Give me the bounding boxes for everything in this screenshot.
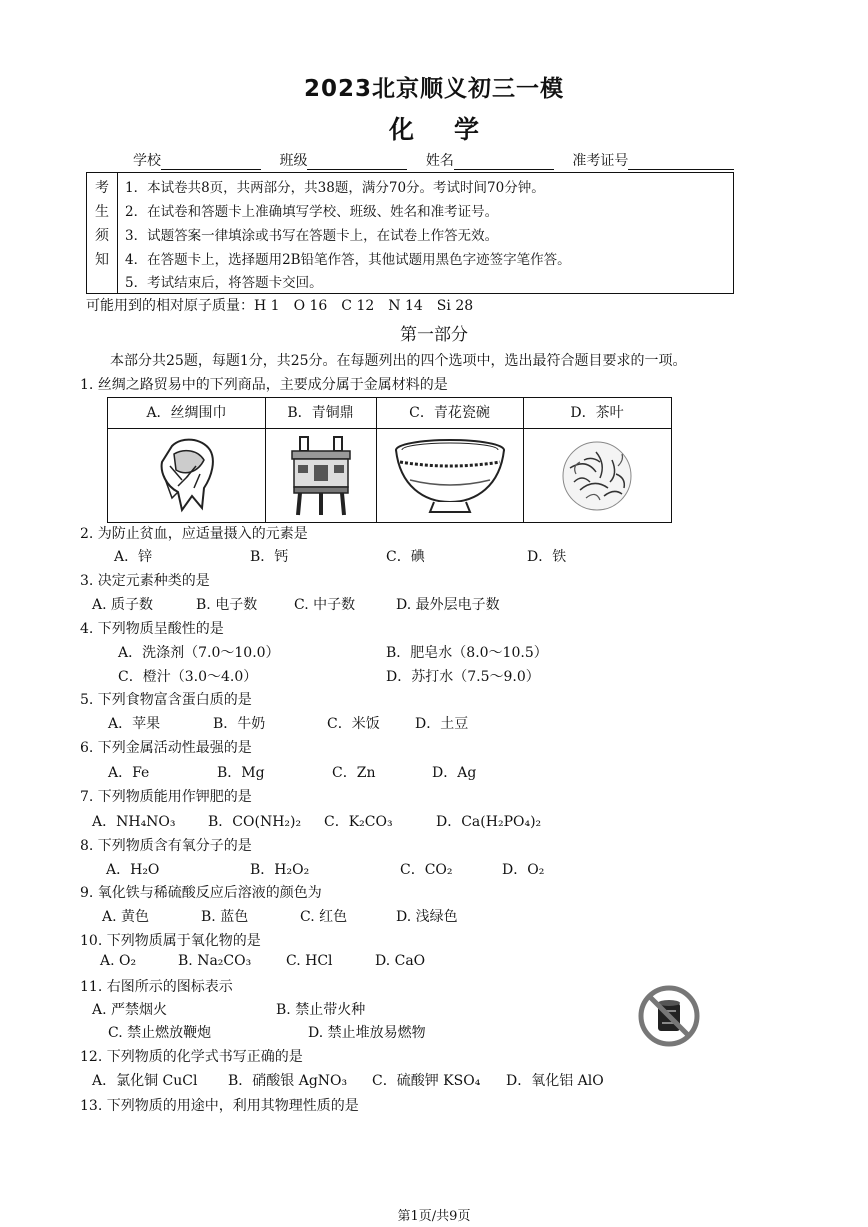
tea-leaves-icon [523, 429, 671, 522]
option-a[interactable]: A. 质子数 [92, 597, 154, 613]
name-blank[interactable] [454, 155, 554, 170]
subject-title: 化学 [388, 115, 519, 144]
option-c[interactable]: C. 红色 [300, 909, 348, 925]
notice-line: 3．试题答案一律填涂或书写在答题卡上，在试卷上作答无效。 [125, 228, 499, 244]
school-blank[interactable] [161, 155, 261, 170]
option-a[interactable]: A．NH₄NO₃ [92, 814, 176, 830]
student-info-line [133, 150, 734, 170]
page-footer: 第1页/共9页 [397, 1209, 471, 1224]
option-b[interactable]: B．肥皂水（8.0～10.5） [386, 645, 548, 661]
option-c[interactable]: C. 禁止燃放鞭炮 [108, 1025, 212, 1041]
option-d[interactable]: D．Ca(H₂PO₄)₂ [436, 814, 542, 830]
option-a[interactable]: A．苹果 [108, 716, 161, 732]
option-c[interactable]: C．Zn [332, 765, 376, 781]
option-a[interactable]: A．洗涤剂（7.0～10.0） [118, 645, 280, 661]
option-cell[interactable] [523, 398, 671, 522]
option-label: A．丝绸围巾 [108, 398, 265, 429]
option-c[interactable]: C．硫酸钾 KSO₄ [372, 1073, 481, 1089]
option-d[interactable]: D．土豆 [415, 716, 469, 732]
option-cell[interactable] [376, 398, 524, 522]
option-a[interactable]: A. 黄色 [102, 909, 150, 925]
option-d[interactable]: D. 最外层电子数 [396, 597, 500, 613]
question-stem: 8. 下列物质含有氧分子的是 [80, 838, 252, 854]
option-b[interactable]: B．硝酸银 AgNO₃ [228, 1073, 348, 1089]
option-b[interactable]: B. 蓝色 [201, 909, 249, 925]
question-stem: 7. 下列物质能用作钾肥的是 [80, 789, 252, 805]
bronze-ding-icon [265, 429, 376, 522]
option-d[interactable]: D. CaO [375, 953, 426, 969]
option-label: B．青铜鼎 [265, 398, 376, 429]
option-label: C．青花瓷碗 [376, 398, 523, 429]
option-d[interactable]: D．O₂ [502, 862, 545, 878]
school-label: 学校 [133, 153, 161, 169]
option-a[interactable]: A. 严禁烟火 [92, 1002, 168, 1018]
question-stem: 4. 下列物质呈酸性的是 [80, 621, 224, 637]
ticket-blank[interactable] [628, 155, 734, 170]
notice-side-char: 考 [95, 180, 109, 196]
no-flammable-storage-sign-icon [638, 985, 700, 1051]
notice-side-char: 须 [95, 228, 109, 244]
option-a[interactable]: A. O₂ [100, 953, 137, 969]
class-label: 班级 [279, 153, 308, 169]
option-d[interactable]: D．氧化铝 AlO [506, 1073, 604, 1089]
question-stem: 5. 下列食物富含蛋白质的是 [80, 692, 252, 708]
option-label: D．茶叶 [523, 398, 671, 429]
option-c[interactable]: C. HCl [286, 953, 333, 969]
question-stem: 1. 丝绸之路贸易中的下列商品，主要成分属于金属材料的是 [80, 377, 448, 393]
q1-options-table [107, 397, 672, 523]
option-d[interactable]: D. 禁止堆放易燃物 [308, 1025, 426, 1041]
option-b[interactable]: B. 禁止带火种 [276, 1002, 366, 1018]
option-a[interactable]: A．H₂O [106, 862, 160, 878]
option-b[interactable]: B．CO(NH₂)₂ [208, 814, 302, 830]
question-stem: 11. 右图所示的图标表示 [80, 979, 233, 995]
notice-line: 1．本试卷共8页，共两部分，共38题，满分70分。考试时间70分钟。 [125, 180, 545, 196]
notice-side-char: 生 [95, 204, 109, 220]
notice-line: 4．在答题卡上，选择题用2B铅笔作答，其他试题用黑色字迹签字笔作答。 [125, 252, 571, 268]
notice-line: 5．考试结束后，将答题卡交回。 [125, 275, 323, 291]
exam-notice-box [86, 172, 734, 294]
ticket-label: 准考证号 [572, 153, 629, 169]
question-stem: 3. 决定元素种类的是 [80, 573, 210, 589]
class-blank[interactable] [307, 155, 407, 170]
question-stem: 10. 下列物质属于氧化物的是 [80, 933, 261, 949]
question-stem: 12. 下列物质的化学式书写正确的是 [80, 1049, 303, 1065]
option-b[interactable]: B．H₂O₂ [250, 862, 310, 878]
option-d[interactable]: D. 浅绿色 [396, 909, 458, 925]
option-d[interactable]: D．铁 [527, 549, 567, 565]
option-c[interactable]: C. 中子数 [294, 597, 356, 613]
option-a[interactable]: A．氯化铜 CuCl [92, 1073, 198, 1089]
option-c[interactable]: C．碘 [386, 549, 425, 565]
option-b[interactable]: B．钙 [250, 549, 289, 565]
option-d[interactable]: D．Ag [432, 765, 477, 781]
notice-side-label [87, 173, 118, 293]
option-b[interactable]: B. Na₂CO₃ [178, 953, 252, 969]
option-b[interactable]: B．牛奶 [213, 716, 266, 732]
part-intro: 本部分共25题，每题1分，共25分。在每题列出的四个选项中，选出最符合题目要求的一项。 [110, 353, 687, 369]
option-c[interactable]: C．米饭 [327, 716, 380, 732]
porcelain-bowl-icon [376, 429, 523, 522]
option-cell[interactable] [108, 398, 266, 522]
question-stem: 13. 下列物质的用途中，利用其物理性质的是 [80, 1098, 359, 1114]
option-b[interactable]: B．Mg [217, 765, 265, 781]
option-cell[interactable] [265, 398, 377, 522]
atomic-mass-line: 可能用到的相对原子质量：H 1 O 16 C 12 N 14 Si 28 [86, 298, 474, 314]
option-c[interactable]: C．CO₂ [400, 862, 453, 878]
part-title: 第一部分 [400, 325, 468, 345]
option-a[interactable]: A．锌 [114, 549, 153, 565]
option-b[interactable]: B. 电子数 [196, 597, 258, 613]
question-stem: 9. 氧化铁与稀硫酸反应后溶液的颜色为 [80, 885, 322, 901]
question-stem: 2. 为防止贫血，应适量摄入的元素是 [80, 526, 308, 542]
option-a[interactable]: A．Fe [108, 765, 150, 781]
option-d[interactable]: D．苏打水（7.5～9.0） [386, 669, 540, 685]
silk-scarf-icon [108, 429, 265, 522]
option-c[interactable]: C．K₂CO₃ [324, 814, 393, 830]
name-label: 姓名 [425, 153, 454, 169]
notice-side-char: 知 [95, 252, 109, 268]
exam-title: 2023北京顺义初三一模 [303, 76, 564, 102]
option-c[interactable]: C．橙汁（3.0～4.0） [118, 669, 258, 685]
notice-line: 2．在试卷和答题卡上准确填写学校、班级、姓名和准考证号。 [125, 204, 499, 220]
question-stem: 6. 下列金属活动性最强的是 [80, 740, 252, 756]
